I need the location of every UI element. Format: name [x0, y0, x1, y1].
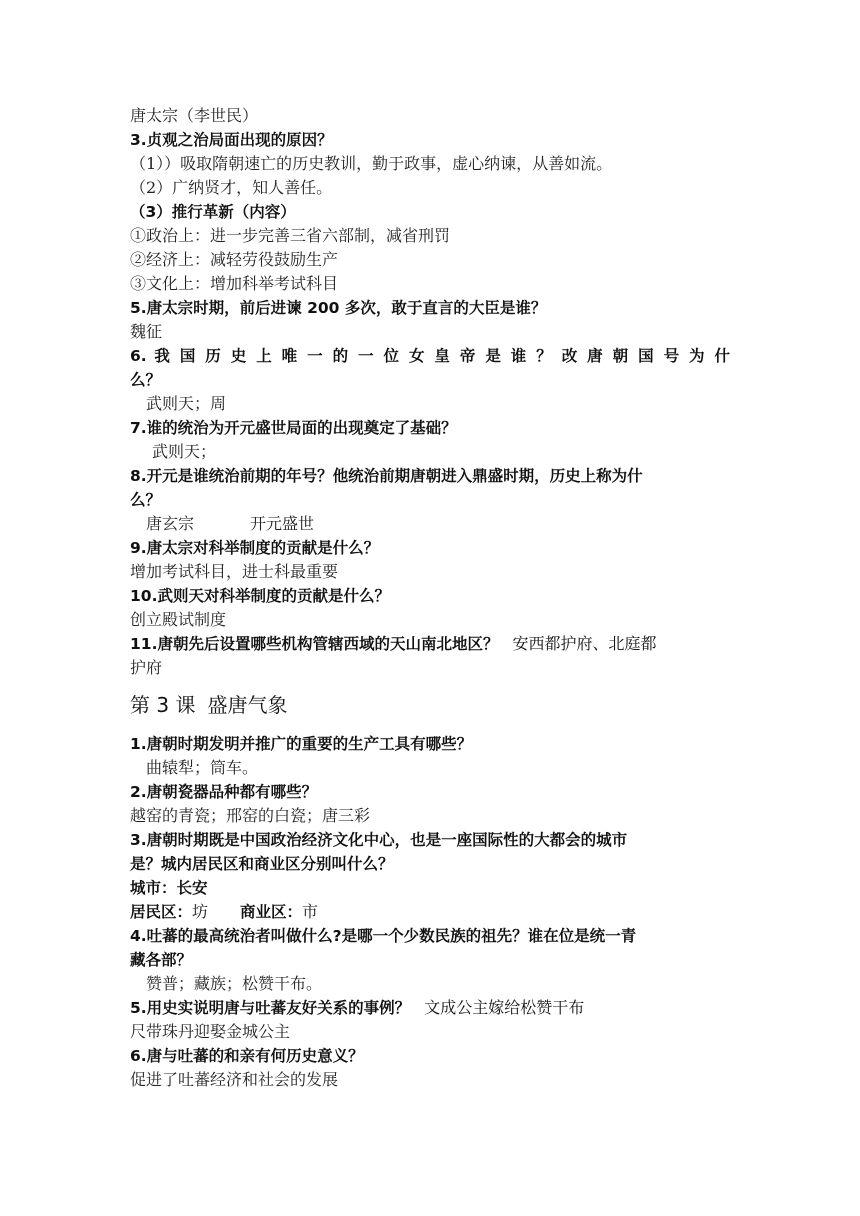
question-line: 4.吐蕃的最高统治者叫做什么?是哪一个少数民族的祖先？谁在位是统一青: [130, 927, 637, 945]
question-line: [130, 996, 730, 1020]
answer-line: 城市：长安: [130, 879, 208, 897]
answer-line: 武则天；: [152, 442, 217, 461]
question-line: 9.唐太宗对科举制度的贡献是什么？: [130, 539, 380, 557]
lesson-heading: [130, 690, 730, 720]
inline-answer: 文成公主嫁给松赞干布: [424, 998, 585, 1017]
question-line: 是？城内居民区和商业区分别叫什么？: [130, 855, 394, 873]
answer-line: 魏征: [130, 322, 163, 341]
answer-line: 曲辕犁；筒车。: [146, 758, 259, 777]
question-line: 么？: [130, 491, 162, 509]
residential-label: 居民区：: [130, 903, 193, 921]
question-line: 7.谁的统治为开元盛世局面的出现奠定了基础？: [130, 419, 457, 437]
question-text: 5.用史实说明唐与吐蕃友好关系的事例？: [130, 999, 411, 1017]
answer-line: [130, 512, 730, 536]
question-line: 2.唐朝瓷器品种都有哪些？: [130, 783, 318, 801]
answer-line: 唐太宗（李世民）: [130, 106, 259, 125]
question-line: 么？: [130, 371, 162, 389]
question-line: [130, 632, 730, 656]
question-line: 8.开元是谁统治前期的年号？他统治前期唐朝进入鼎盛时期，历史上称为什: [130, 467, 643, 485]
answer-line: 武则天；周: [146, 394, 227, 413]
question-line: 藏各部？: [130, 951, 193, 969]
question-line: 10.武则天对科举制度的贡献是什么？: [130, 587, 390, 605]
answer-line: 护府: [130, 658, 163, 677]
answer-line: 创立殿试制度: [130, 610, 227, 629]
lesson-number: 第 3 课: [130, 693, 196, 717]
inline-answer: 安西都护府、北庭都: [512, 634, 657, 653]
commercial-label: 商业区：: [240, 903, 303, 921]
residential-value: 坊: [192, 902, 209, 921]
answer-line: ②经济上：减轻劳役鼓励生产: [130, 250, 339, 269]
commercial-value: 市: [302, 902, 319, 921]
answer-line: ③文化上：增加科举考试科目: [130, 274, 339, 293]
question-line: 6. 我 国 历 史 上 唯 一 的 一 位 女 皇 帝 是 谁 ？ 改 唐 朝 国 号 为 什: [130, 347, 730, 365]
answer-emperor: 唐玄宗: [146, 514, 195, 533]
answer-line: 增加考试科目，进士科最重要: [130, 562, 339, 581]
answer-era: 开元盛世: [250, 514, 315, 533]
question-line: 5.唐太宗时期，前后进谏 200 多次，敢于直言的大臣是谁？: [130, 299, 547, 317]
question-line: 6.唐与吐蕃的和亲有何历史意义？: [130, 1047, 364, 1065]
answer-line: 赞普；藏族；松赞干布。: [146, 974, 323, 993]
document-page: [130, 104, 730, 1092]
question-line: 1.唐朝时期发明并推广的重要的生产工具有哪些？: [130, 735, 473, 753]
answer-line: （2）广纳贤才，知人善任。: [130, 178, 333, 197]
answer-line: ①政治上：进一步完善三省六部制，减省刑罚: [130, 226, 451, 245]
question-text: 11.唐朝先后设置哪些机构管辖西域的天山南北地区？: [130, 635, 499, 653]
question-line: 3.唐朝时期既是中国政治经济文化中心，也是一座国际性的大都会的城市: [130, 831, 628, 849]
answer-line: [130, 900, 730, 924]
answer-line: （1））吸取隋朝速亡的历史教训，勤于政事，虚心纳谏，从善如流。: [130, 154, 613, 173]
answer-line: 促进了吐蕃经济和社会的发展: [130, 1070, 339, 1089]
question-line: 3.贞观之治局面出现的原因？: [130, 131, 333, 149]
answer-line: 越窑的青瓷；邢窑的白瓷；唐三彩: [130, 806, 371, 825]
lesson-title: 盛唐气象: [207, 693, 288, 717]
question-line: （3）推行革新（内容）: [130, 203, 296, 221]
answer-line: 尺带珠丹迎娶金城公主: [130, 1022, 291, 1041]
